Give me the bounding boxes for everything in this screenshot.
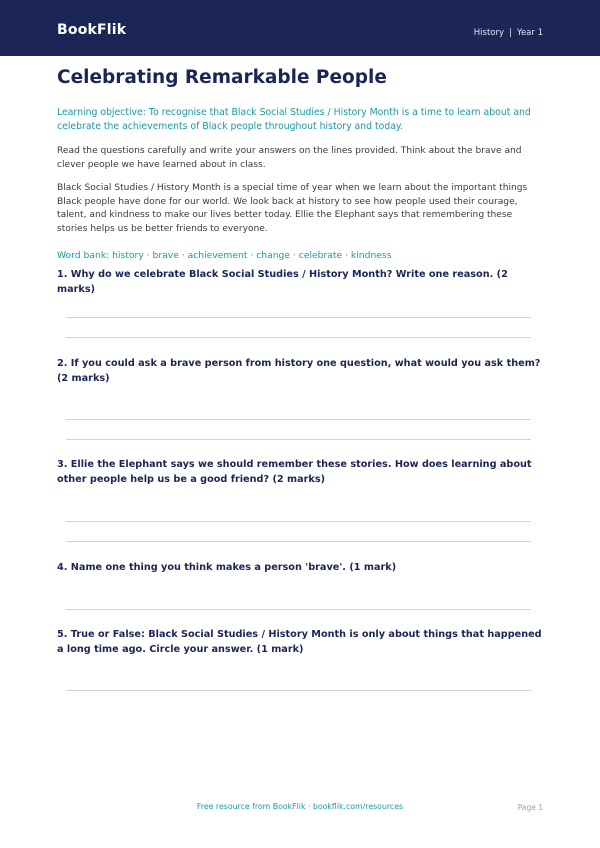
question-1: 1. Why do we celebrate Black Social Studies / History Month? Write one reason. (2 marks): [57, 269, 508, 295]
learning-objective: Learning objective: To recognise that Black Social Studies / History Month is a time to learn about and celebrate the achievements of Black people throughout history and today.: [57, 107, 531, 132]
intro-text: Black Social Studies / History Month is a special time of year when we learn about the important things Black people have done for our world. We look back at history to see how people used their courage, talent, and kindness to make our lives better today. Ellie the Elephant says that remembering these stories helps us be better friends to everyone.: [57, 183, 528, 234]
year-label: Year 1: [516, 28, 543, 38]
footer-resource-link[interactable]: Free resource from BookFlik · bookflik.com/resources: [196, 802, 404, 811]
page-header: [0, 0, 600, 56]
answer-line[interactable]: [66, 439, 531, 440]
header-separator: |: [509, 28, 512, 38]
worksheet-intro: [57, 64, 543, 262]
instructions-text: Read the questions carefully and write your answers on the lines provided. Think about the brave and clever people we have learned about in class.: [57, 146, 522, 170]
subject-label: History: [473, 28, 505, 38]
page-title: Celebrating Remarkable People: [57, 67, 387, 88]
question-3: 3. Ellie the Elephant says we should remember these stories. How does learning about other people help us be a good friend? (2 marks): [57, 459, 532, 485]
question-4: 4. Name one thing you think makes a person 'brave'. (1 mark): [57, 562, 397, 573]
answer-line[interactable]: [66, 337, 531, 338]
answer-line[interactable]: [66, 521, 531, 522]
word-bank: Word bank: history · brave · achievement · change · celebrate · kindness: [57, 250, 392, 261]
answer-line[interactable]: [66, 609, 531, 610]
question-2: 2. If you could ask a brave person from history one question, what would you ask them? (2 marks): [57, 358, 541, 384]
answer-line[interactable]: [66, 541, 531, 542]
answer-line[interactable]: [66, 419, 531, 420]
header-meta: [474, 28, 543, 38]
answer-line[interactable]: [66, 317, 531, 318]
answer-line[interactable]: [66, 690, 531, 691]
brand-logo: BookFlik: [57, 22, 127, 38]
question-5: 5. True or False: Black Social Studies / History Month is only about things that happened a long time ago. Circle your answer. (1 mark): [57, 629, 542, 655]
page-number: Page 1: [517, 803, 543, 812]
